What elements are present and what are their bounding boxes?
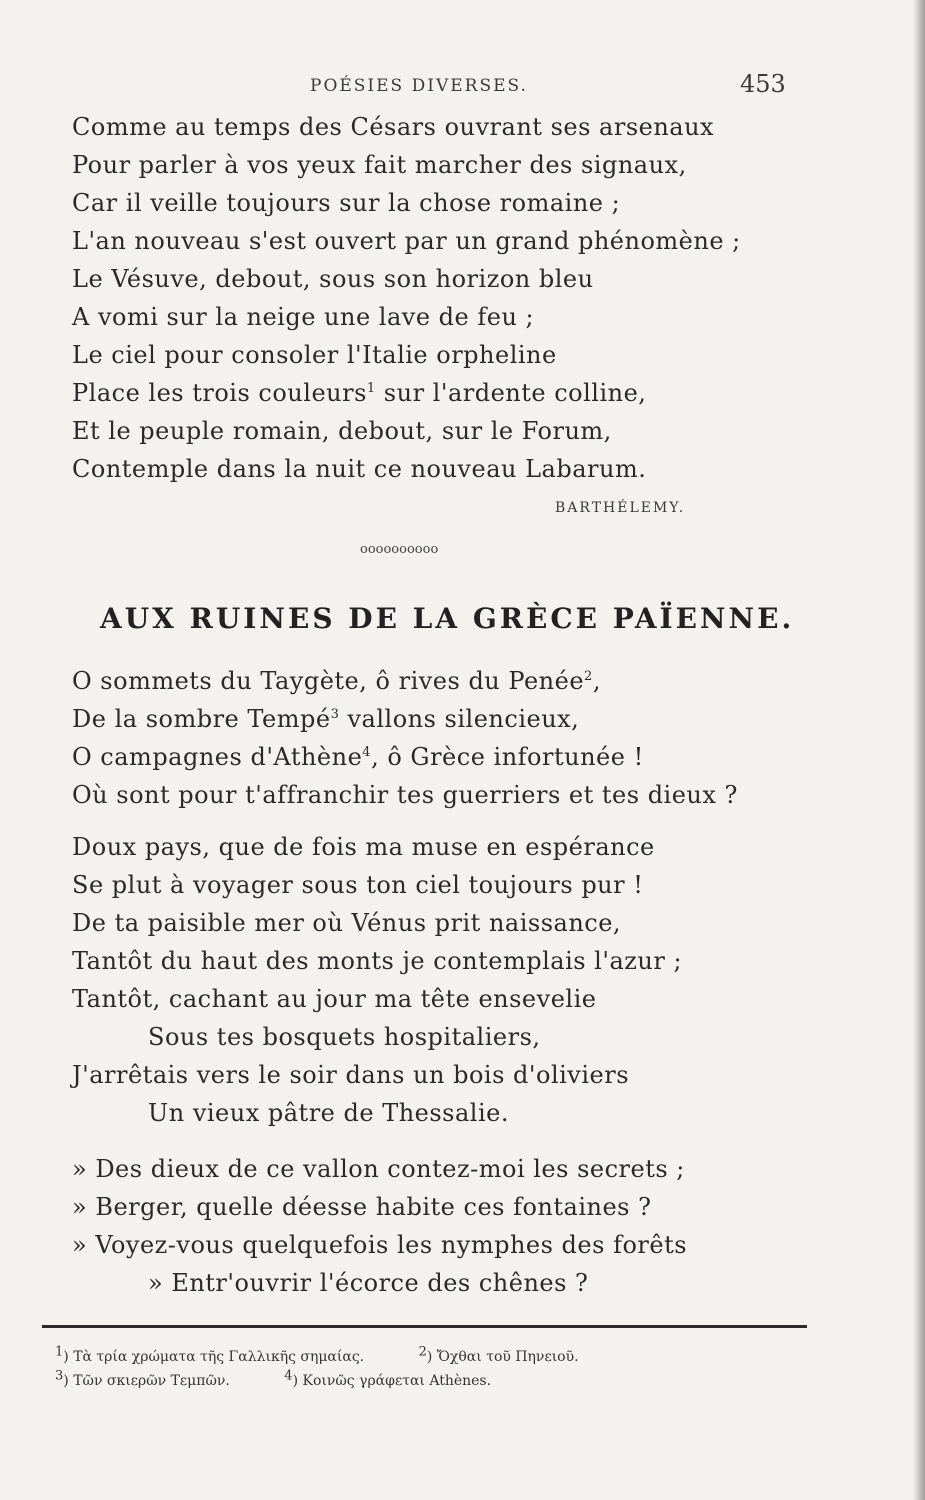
page-header <box>60 70 810 110</box>
footnote-row <box>55 1369 579 1393</box>
verse-line: Tantôt du haut des monts je contemplais l'azur ; <box>72 947 683 975</box>
footnote-number: 3 <box>55 1368 64 1384</box>
footnotes <box>55 1345 579 1393</box>
running-title: POÉSIES DIVERSES. <box>310 76 528 96</box>
footnote-text: ) Τῶν σκιερῶν Τεμπῶν. <box>63 1373 230 1389</box>
verse-line: A vomi sur la neige une lave de feu ; <box>72 303 535 331</box>
verse-line: Comme au temps des Césars ouvrant ses arsenaux <box>72 113 715 141</box>
verse-line: De ta paisible mer où Vénus prit naissance, <box>72 909 622 937</box>
footnote-divider <box>42 1325 807 1328</box>
verse-line-indented: Sous tes bosquets hospitaliers, <box>148 1023 541 1051</box>
footnote-marker: 4 <box>362 745 372 760</box>
verse-line <box>72 700 738 738</box>
verse-line-indented: » Entr'ouvrir l'écorce des chênes ? <box>148 1269 589 1297</box>
verse-line: L'an nouveau s'est ouvert par un grand phénomène ; <box>72 227 741 255</box>
footnote-entry <box>418 1344 579 1365</box>
verse-line <box>72 662 738 700</box>
verse-line: » Berger, quelle déesse habite ces fontaines ? <box>72 1193 652 1221</box>
verse-line: Où sont pour t'affranchir tes guerriers et tes dieux ? <box>72 781 738 809</box>
footnote-marker: 2 <box>584 669 593 684</box>
verse-line <box>72 738 738 776</box>
verse-text: De la sombre Tempé <box>72 705 331 733</box>
footnote-number: 1 <box>55 1344 64 1360</box>
footnote-number: 2 <box>418 1344 427 1360</box>
verse-text: O campagnes d'Athène <box>72 743 363 771</box>
footnote-marker: 3 <box>330 707 340 722</box>
verse-line: Et le peuple romain, debout, sur le Forum, <box>72 417 612 445</box>
verse-line: Le ciel pour consoler l'Italie orpheline <box>72 341 557 369</box>
verse-text: sur l'ardente colline, <box>375 379 647 407</box>
poem-title: AUX RUINES DE LA GRÈCE PAÏENNE. <box>100 602 795 635</box>
page-edge-shadow <box>913 0 925 1500</box>
verse-line: Pour parler à vos yeux fait marcher des signaux, <box>72 151 687 179</box>
section-ornament: oooooooooo <box>360 542 439 557</box>
verse-text: , <box>592 667 601 695</box>
author-signature: BARTHÉLEMY. <box>555 500 686 516</box>
footnote-number: 4 <box>284 1368 293 1384</box>
poem-stanza-top <box>72 108 741 488</box>
poem-stanza-3 <box>72 1150 687 1302</box>
verse-text: O sommets du Taygète, ô rives du Penée <box>72 667 585 695</box>
poem-stanza-1 <box>72 662 738 814</box>
verse-line: Doux pays, que de fois ma muse en espérance <box>72 833 655 861</box>
footnote-text: ) Ὄχθαι τοῦ Πηνειοῦ. <box>426 1349 579 1365</box>
poem-stanza-2 <box>72 828 682 1132</box>
verse-line: Tantôt, cachant au jour ma tête ensevelie <box>72 985 597 1013</box>
verse-text: vallons silencieux, <box>339 705 580 733</box>
verse-text: , ô Grèce infortunée ! <box>371 743 644 771</box>
footnote-marker: 1 <box>366 381 376 396</box>
verse-text: Place les trois couleurs <box>72 379 367 407</box>
verse-line: Car il veille toujours sur la chose romaine ; <box>72 189 621 217</box>
verse-line <box>72 374 741 412</box>
footnote-text: ) Κοινῶς γράφεται Athènes. <box>292 1373 492 1389</box>
verse-line: » Des dieux de ce vallon contez-moi les secrets ; <box>72 1155 685 1183</box>
footnote-row <box>55 1345 579 1369</box>
verse-line: » Voyez-vous quelquefois les nymphes des forêts <box>72 1231 688 1259</box>
verse-line: J'arrêtais vers le soir dans un bois d'oliviers <box>72 1061 630 1089</box>
page-number: 453 <box>740 70 786 98</box>
footnote-text: ) Τὰ τρία χρώματα τῆς Γαλλικῆς σημαίας. <box>63 1349 365 1365</box>
verse-line: Le Vésuve, debout, sous son horizon bleu <box>72 265 594 293</box>
verse-line: Se plut à voyager sous ton ciel toujours pur ! <box>72 871 644 899</box>
verse-line-indented: Un vieux pâtre de Thessalie. <box>148 1099 509 1127</box>
verse-line: Contemple dans la nuit ce nouveau Labarum. <box>72 455 647 483</box>
footnote-entry <box>284 1368 492 1389</box>
